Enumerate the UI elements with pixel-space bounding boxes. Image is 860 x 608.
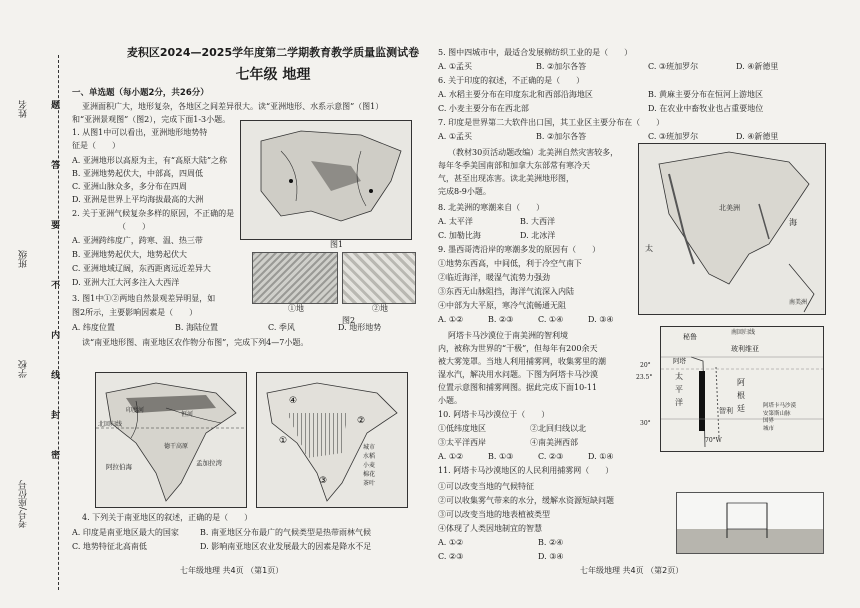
school-label: 学校 xyxy=(19,360,29,378)
lat-20-label: 20° xyxy=(640,362,651,369)
sa-continent-label: 南美洲 xyxy=(789,299,808,306)
legend-tea: 茶叶 xyxy=(363,480,376,487)
q3-option-c[interactable]: C. 季风 xyxy=(268,323,295,332)
intro4-line-6: 小题。 xyxy=(438,396,462,405)
seal-line xyxy=(58,55,59,590)
legend-cotton: 棉花 xyxy=(363,471,376,478)
fog-net-svg xyxy=(677,493,823,553)
q10-item-2: ②北回归线以北 xyxy=(530,424,586,433)
q6-option-c[interactable]: C. 小麦主要分布在西北部 xyxy=(438,104,529,113)
q5-option-d[interactable]: D. ④新德里 xyxy=(736,62,779,71)
seal-char-6: 线 xyxy=(49,370,60,379)
tropic-capricorn-label: 南回归线 xyxy=(731,329,756,336)
q6-option-d[interactable]: D. 在农业中畜牧业也占重要地位 xyxy=(648,104,764,113)
fig1-caption: 图1 xyxy=(330,240,344,249)
q5-stem: 5. 图中四城市中，最适合发展棉纺织工业的是（ ） xyxy=(438,48,633,57)
q1-stem-2: 征是（ ） xyxy=(72,141,120,150)
q2-option-b[interactable]: B. 亚洲地势起伏大，地势起伏大 xyxy=(72,250,187,259)
south-asia-crops-svg xyxy=(257,373,407,507)
argentina-char-1: 阿 xyxy=(737,378,745,387)
exam-subject: 七年级 地理 xyxy=(235,67,311,83)
q11-stem: 11. 阿塔卡马沙漠地区的人民利用捕雾网（ ） xyxy=(438,466,614,475)
q10-option-d[interactable]: D. ①④ xyxy=(588,452,614,461)
north-america-map xyxy=(638,143,826,315)
crop-legend xyxy=(363,443,375,488)
q7-option-b[interactable]: B. ②加尔各答 xyxy=(536,132,587,141)
binding-margin xyxy=(18,60,58,580)
q1-option-a[interactable]: A. 亚洲地形以高原为主，有“高原大陆”之称 xyxy=(72,156,228,165)
asia-map-svg xyxy=(241,121,411,239)
legend-border: 国界 xyxy=(763,418,775,425)
intro-line-2: 和“亚洲景观图”（图2），完成下面1-3小题。 xyxy=(72,115,231,124)
arabian-sea-label: 阿拉伯海 xyxy=(106,463,132,471)
section-heading: 一、单选题（每小题2分，共26分） xyxy=(72,88,209,98)
q5-option-b[interactable]: B. ②加尔各答 xyxy=(536,62,587,71)
intro3-line-4: 完成8-9小题。 xyxy=(438,187,491,196)
fog-net-photo xyxy=(676,492,824,554)
south-asia-crops-map xyxy=(256,372,408,508)
q7-stem: 7. 印度是世界第二大软件出口国，其工业区主要分布在（ ） xyxy=(438,118,665,127)
landscape-photo-1 xyxy=(252,252,338,304)
seal-char-3: 要 xyxy=(49,220,60,229)
q3-stem-1: 3. 图1中①②两地自然景观差异明显，如 xyxy=(72,294,216,303)
q11-item-1: ①可以改变当地的气候特征 xyxy=(438,482,534,491)
seal-char-2: 答 xyxy=(49,160,60,169)
q3-option-d[interactable]: D. 地形地势 xyxy=(338,323,382,332)
q10-stem: 10. 阿塔卡马沙漠位于（ ） xyxy=(438,410,550,419)
q3-stem-2: 图2所示，主要影响因素是（ ） xyxy=(72,308,198,317)
q11-option-c[interactable]: C. ②③ xyxy=(438,552,464,561)
q7-option-c[interactable]: C. ③班加罗尔 xyxy=(648,132,699,141)
pacific-char-1: 太 xyxy=(675,372,683,381)
q2-option-d[interactable]: D. 亚洲大江大河多注入大西洋 xyxy=(72,278,180,287)
q9-option-c[interactable]: C. ①④ xyxy=(538,315,564,324)
q6-option-b[interactable]: B. 黄麻主要分布在恒河上游地区 xyxy=(648,90,763,99)
intro4-line-2: 内，被称为世界的“干极”，但每年有200余天 xyxy=(438,344,598,353)
seat-label: 考号/座位号 xyxy=(19,480,29,529)
na-continent-label: 北美洲 xyxy=(719,204,740,212)
exam-title: 麦积区2024—2025学年度第二学期教育教学质量监测试卷 xyxy=(126,46,420,59)
bolivia-label: 玻利维亚 xyxy=(731,345,759,353)
intro4-line-1: 阿塔卡马沙漠位于南美洲的智利境 xyxy=(448,331,568,340)
intro4-line-4: 湿水汽，解决用水问题。下图为阿塔卡马沙漠 xyxy=(438,370,598,379)
na-sea-label: 海 xyxy=(789,218,797,227)
intro4-line-3: 被大雾笼罩。当地人利用捕雾网，收集雾里的潮 xyxy=(438,357,606,366)
q4-stem: 4. 下列关于南亚地区的叙述，正确的是（ ） xyxy=(82,513,253,522)
intro3-line-3: 气，甚至出现冻害。读北美洲地形图， xyxy=(438,174,574,183)
q11-option-a[interactable]: A. ①② xyxy=(438,538,464,547)
legend-city: 城市 xyxy=(363,444,376,451)
legend-city-dot: 城市 xyxy=(763,426,775,433)
seal-char-5: 内 xyxy=(49,330,60,339)
atacama-city-label: 阿塔 xyxy=(673,357,686,365)
q9-item-1: ①地势东西高，中间低，利于冷空气南下 xyxy=(438,259,582,268)
seal-char-8: 密 xyxy=(49,450,60,459)
q11-option-d[interactable]: D. ③④ xyxy=(538,552,564,561)
q11-item-4: ④体现了人类因地制宜的智慧 xyxy=(438,524,542,533)
class-label: 班级 xyxy=(19,250,29,268)
svg-text:④: ④ xyxy=(289,396,298,406)
bay-of-bengal-label: 孟加拉湾 xyxy=(196,459,222,467)
intro3-line-2: 每年冬季美国南部和加拿大东部常有寒冷天 xyxy=(438,161,590,170)
svg-text:③: ③ xyxy=(319,476,328,486)
q4-option-d[interactable]: D. 影响南亚地区农业发展最大的因素是降水不足 xyxy=(200,542,372,551)
q9-stem: 9. 墨西哥湾沿岸的寒潮多发的原因有（ ） xyxy=(438,245,601,254)
q1-option-c[interactable]: C. 亚洲山脉众多，多分布在四周 xyxy=(72,182,187,191)
indus-label: 印度河 xyxy=(126,407,145,414)
intro4-line-5: 位置示意图和捕雾网图。据此完成下面10-11 xyxy=(438,383,598,392)
q5-option-a[interactable]: A. ①孟买 xyxy=(438,62,473,71)
svg-text:②: ② xyxy=(357,416,366,426)
q9-option-a[interactable]: A. ①② xyxy=(438,315,464,324)
q1-option-d[interactable]: D. 亚洲是世界上平均海拔最高的大洲 xyxy=(72,195,204,204)
q5-option-c[interactable]: C. ③班加罗尔 xyxy=(648,62,699,71)
page-1-footer: 七年级地理 共4页 （第1页） xyxy=(180,566,284,575)
photo-1-caption: ①地 xyxy=(288,304,304,313)
q10-option-c[interactable]: C. ②③ xyxy=(538,452,564,461)
q10-option-b[interactable]: B. ①③ xyxy=(488,452,514,461)
fig2-caption: 图2 xyxy=(342,316,356,325)
atacama-location-map xyxy=(660,326,824,452)
q4-option-a[interactable]: A. 印度是南亚地区最大的国家 xyxy=(72,528,179,537)
legend-andes: 安第斯山脉 xyxy=(763,410,791,417)
q7-option-d[interactable]: D. ④新德里 xyxy=(736,132,779,141)
south-asia-terrain-map xyxy=(95,372,247,508)
pacific-char-2: 平 xyxy=(675,384,683,394)
q7-option-a[interactable]: A. ①孟买 xyxy=(438,132,473,141)
pacific-char-3: 洋 xyxy=(675,397,683,407)
q8-option-b[interactable]: B. 大西洋 xyxy=(520,217,555,226)
north-america-svg xyxy=(639,144,825,314)
q4-option-b[interactable]: B. 南亚地区分布最广的气候类型是热带雨林气候 xyxy=(200,528,371,537)
asia-terrain-map xyxy=(240,120,412,240)
q8-option-d[interactable]: D. 北冰洋 xyxy=(520,231,556,240)
q9-item-3: ③东西无山脉阻挡，海洋气流深入内陆 xyxy=(438,287,574,296)
q10-option-a[interactable]: A. ①② xyxy=(438,452,464,461)
chile-label: 智利 xyxy=(719,407,733,415)
q3-option-b[interactable]: B. 海陆位置 xyxy=(175,323,218,332)
q9-item-4: ④中部为大平原，寒冷气流畅通无阻 xyxy=(438,301,566,310)
landscape-photo-2 xyxy=(342,252,416,304)
ganges-label: 恒河 xyxy=(181,411,194,418)
name-label: 姓名 xyxy=(19,100,29,118)
na-pacific-label: 太 xyxy=(645,244,653,253)
q8-stem: 8. 北美洲的寒潮来自（ ） xyxy=(438,203,545,212)
deccan-label: 德干高原 xyxy=(164,443,189,450)
q10-item-3: ③太平洋西岸 xyxy=(438,438,486,447)
pacific-label xyxy=(675,371,683,409)
q3-option-a[interactable]: A. 纬度位置 xyxy=(72,323,115,332)
q6-stem: 6. 关于印度的叙述，不正确的是（ ） xyxy=(438,76,585,85)
tropic-label: 北回归线 xyxy=(98,421,123,428)
south-asia-terrain-svg xyxy=(96,373,246,507)
svg-text:①: ① xyxy=(279,436,288,446)
q1-stem-1: 1. 从图1中可以看出，亚洲地形地势特 xyxy=(72,128,208,137)
q2-option-c[interactable]: C. 亚洲地域辽阔，东西距离远近差异大 xyxy=(72,264,211,273)
lat-30-label: 30° xyxy=(640,420,651,427)
q11-item-3: ③可以改变当地的地表植被类型 xyxy=(438,510,550,519)
argentina-char-2: 根 xyxy=(737,390,745,400)
q9-item-2: ②临近海洋，暖湿气流势力强劲 xyxy=(438,273,550,282)
seal-char-1: 题 xyxy=(49,100,60,109)
q4-option-c[interactable]: C. 地势特征北高南低 xyxy=(72,542,147,551)
q2-option-a[interactable]: A. 亚洲跨纬度广，跨寒、温、热三带 xyxy=(72,236,203,245)
q2-stem-2: （ ） xyxy=(118,222,150,231)
seal-char-7: 封 xyxy=(49,410,60,419)
intro3-line-1: （教材30页活动题改编）北美洲自然灾害较多， xyxy=(448,148,619,157)
q6-option-a[interactable]: A. 水稻主要分布在印度东北和西部沿海地区 xyxy=(438,90,593,99)
q10-item-1: ①低纬度地区 xyxy=(438,424,486,433)
q9-option-d[interactable]: D. ③④ xyxy=(588,315,614,324)
q8-option-c[interactable]: C. 加勒比海 xyxy=(438,231,481,240)
photo-2-caption: ②地 xyxy=(372,304,388,313)
peru-label: 秘鲁 xyxy=(683,333,697,341)
q11-option-b[interactable]: B. ②④ xyxy=(538,538,564,547)
q8-option-a[interactable]: A. 太平洋 xyxy=(438,217,473,226)
q9-option-b[interactable]: B. ②③ xyxy=(488,315,514,324)
q2-stem-1: 2. 关于亚洲气候复杂多样的原因，不正确的是 xyxy=(72,209,235,218)
argentina-label xyxy=(737,377,745,415)
intro-line-1: 亚洲面积广大，地形复杂，各地区之间差异很大。读“亚洲地形、水系示意图”（图1） xyxy=(82,102,384,111)
legend-wheat: 小麦 xyxy=(363,462,376,469)
q11-item-2: ②可以收集雾气带来的水分，缓解水资源短缺问题 xyxy=(438,496,614,505)
lon-70-label: 70°W xyxy=(705,437,722,444)
legend-atacama: 阿塔卡马沙漠 xyxy=(763,403,797,409)
lat-23-label: 23.5° xyxy=(636,374,653,381)
seal-char-4: 不 xyxy=(49,280,60,289)
argentina-char-3: 廷 xyxy=(737,403,745,413)
q1-option-b[interactable]: B. 亚洲地势起伏大，中部高，四周低 xyxy=(72,169,203,178)
q10-item-4: ④南美洲西部 xyxy=(530,438,578,447)
atacama-legend xyxy=(763,403,796,434)
intro2-line: 读“南亚地形图、南亚地区农作物分布图”，完成下列4—7小题。 xyxy=(82,338,309,347)
page-2-footer: 七年级地理 共4页 （第2页） xyxy=(580,566,684,575)
legend-rice: 水稻 xyxy=(363,453,376,460)
